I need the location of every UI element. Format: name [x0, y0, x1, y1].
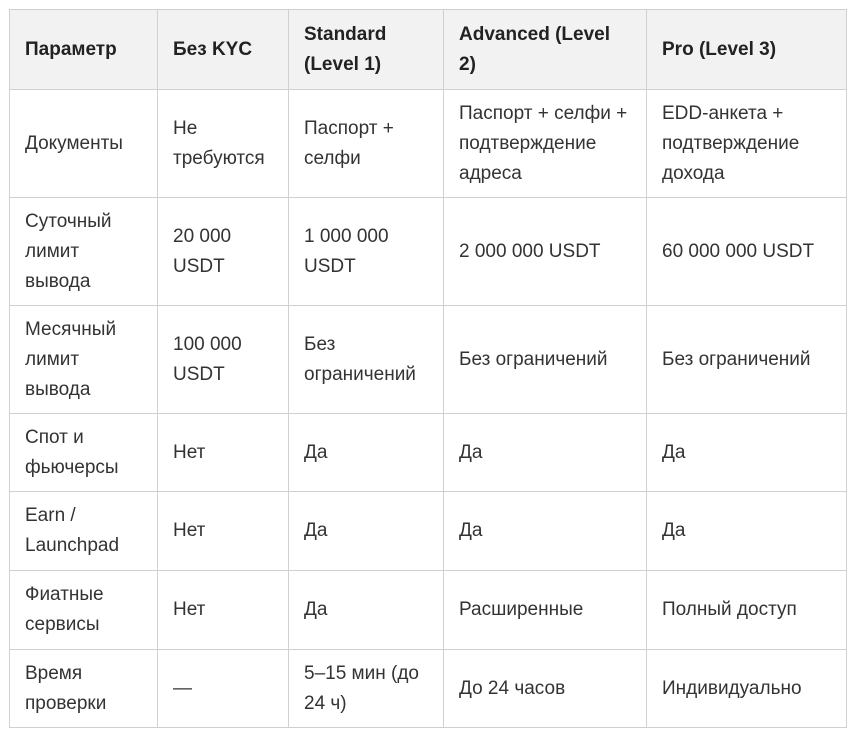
row-label-cell: Суточный лимит вывода [10, 198, 158, 306]
table-cell: Без ограничений [647, 306, 847, 414]
header-cell-advanced: Advanced (Level 2) [444, 10, 647, 90]
table-row [10, 492, 847, 571]
table-cell: Паспорт + селфи + подтверждение адреса [444, 90, 647, 198]
table-row [10, 571, 847, 650]
table-cell: Нет [158, 414, 289, 492]
header-cell-standard: Standard (Level 1) [289, 10, 444, 90]
table-row [10, 650, 847, 728]
table-cell: 100 000 USDT [158, 306, 289, 414]
table-cell: Паспорт + селфи [289, 90, 444, 198]
header-cell-no-kyc: Без KYC [158, 10, 289, 90]
header-cell-pro: Pro (Level 3) [647, 10, 847, 90]
table-cell: Да [647, 414, 847, 492]
table-cell: Да [444, 414, 647, 492]
row-label-cell: Earn / Launchpad [10, 492, 158, 571]
table-cell: — [158, 650, 289, 728]
header-cell-parameter: Параметр [10, 10, 158, 90]
row-label-cell: Документы [10, 90, 158, 198]
table-cell: Да [444, 492, 647, 571]
table-header-row [10, 10, 847, 90]
kyc-comparison-table [9, 9, 847, 728]
table-cell: Нет [158, 571, 289, 650]
table-cell: Нет [158, 492, 289, 571]
table-cell: 20 000 USDT [158, 198, 289, 306]
table-cell: Без ограничений [289, 306, 444, 414]
table-row [10, 306, 847, 414]
table-cell: EDD-анкета + подтверждение дохода [647, 90, 847, 198]
row-label-cell: Время проверки [10, 650, 158, 728]
table-cell: Да [289, 414, 444, 492]
table-cell: До 24 часов [444, 650, 647, 728]
row-label-cell: Месячный лимит вывода [10, 306, 158, 414]
table-cell: Индивидуально [647, 650, 847, 728]
table-row [10, 90, 847, 198]
table-cell: 1 000 000 USDT [289, 198, 444, 306]
table-cell: Полный доступ [647, 571, 847, 650]
table-cell: Не требуются [158, 90, 289, 198]
row-label-cell: Спот и фьючерсы [10, 414, 158, 492]
table-row [10, 414, 847, 492]
table-cell: 5–15 мин (до 24 ч) [289, 650, 444, 728]
table-cell: Да [289, 571, 444, 650]
table-cell: 60 000 000 USDT [647, 198, 847, 306]
table-cell: 2 000 000 USDT [444, 198, 647, 306]
table-cell: Расширенные [444, 571, 647, 650]
table-cell: Да [647, 492, 847, 571]
table-cell: Без ограничений [444, 306, 647, 414]
row-label-cell: Фиатные сервисы [10, 571, 158, 650]
table-row [10, 198, 847, 306]
table-cell: Да [289, 492, 444, 571]
